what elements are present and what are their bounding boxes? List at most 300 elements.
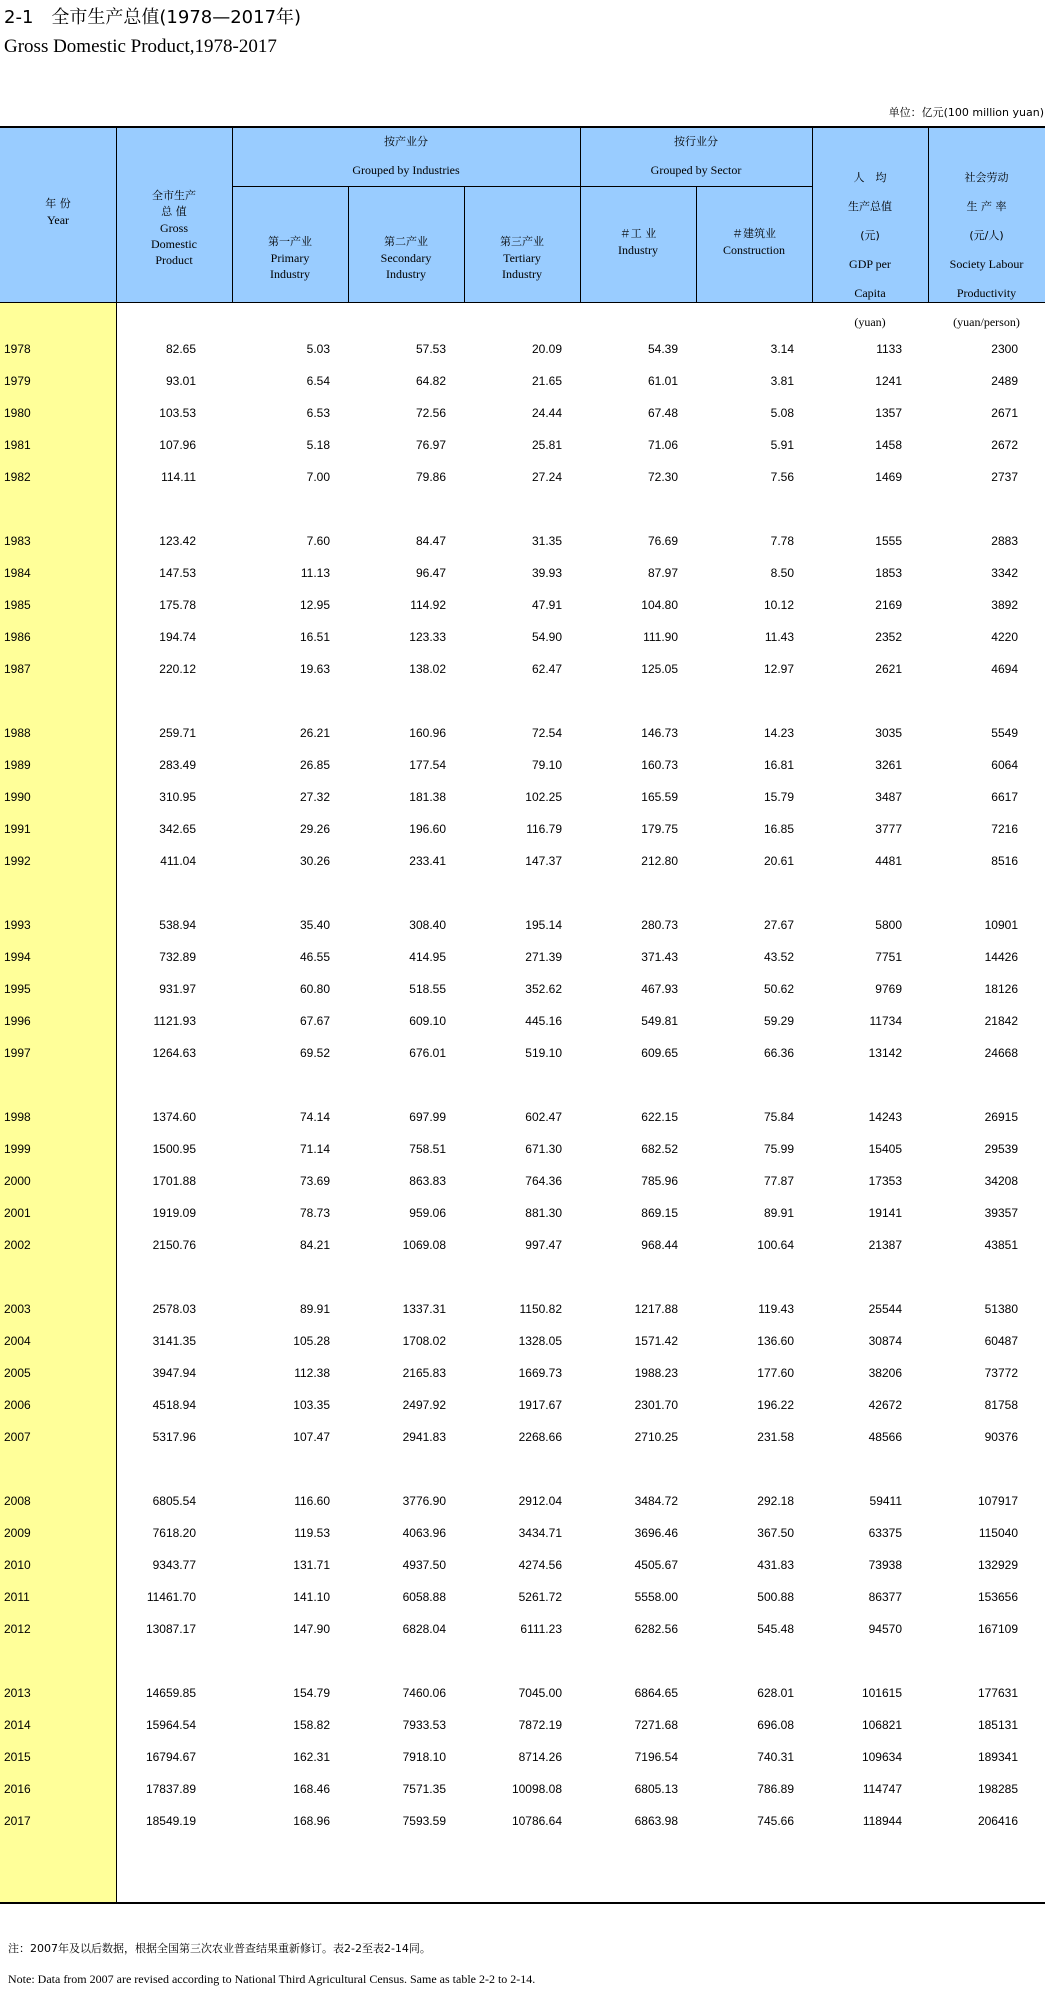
table-row: [0, 566, 1045, 586]
value-cell: 6111.23: [520, 1622, 562, 1636]
value-cell: 24.44: [531, 406, 562, 420]
value-cell: 147.37: [525, 854, 562, 868]
unit-label: 单位：亿元(100 million yuan): [888, 106, 1044, 119]
value-cell: 8714.26: [518, 1750, 562, 1764]
value-cell: 16794.67: [145, 1750, 196, 1764]
value-cell: 1669.73: [518, 1366, 562, 1380]
value-cell: 2737: [991, 470, 1018, 484]
value-cell: 63375: [868, 1526, 902, 1540]
value-cell: 38206: [868, 1366, 902, 1380]
table-row: [0, 1430, 1045, 1450]
value-cell: 2497.92: [402, 1398, 446, 1412]
value-cell: 147.90: [293, 1622, 330, 1636]
value-cell: 181.38: [409, 790, 446, 804]
value-cell: 622.15: [641, 1110, 678, 1124]
value-cell: 46.55: [299, 950, 330, 964]
value-cell: 764.36: [525, 1174, 562, 1188]
year-cell: 2001: [4, 1206, 31, 1220]
value-cell: 114747: [862, 1782, 902, 1796]
value-cell: 160.73: [641, 758, 678, 772]
value-cell: 7.56: [770, 470, 794, 484]
value-cell: 107.96: [159, 438, 196, 452]
value-cell: 141.10: [293, 1590, 330, 1604]
year-cell: 2003: [4, 1302, 31, 1316]
value-cell: 3892: [991, 598, 1018, 612]
year-cell: 1993: [4, 918, 31, 932]
table-row: [0, 374, 1045, 394]
year-cell: 1997: [4, 1046, 31, 1060]
value-cell: 1069.08: [402, 1238, 446, 1252]
year-cell: 2000: [4, 1174, 31, 1188]
value-cell: 7872.19: [518, 1718, 562, 1732]
value-cell: 467.93: [641, 982, 678, 996]
year-cell: 2014: [4, 1718, 31, 1732]
header-industry: ＃工 业 Industry: [618, 227, 658, 257]
value-cell: 90376: [984, 1430, 1018, 1444]
value-cell: 103.53: [159, 406, 196, 420]
value-cell: 168.46: [293, 1782, 330, 1796]
value-cell: 609.65: [641, 1046, 678, 1060]
value-cell: 1500.95: [152, 1142, 196, 1156]
value-cell: 545.48: [757, 1622, 794, 1636]
value-cell: 1988.23: [634, 1366, 678, 1380]
value-cell: 29.26: [299, 822, 330, 836]
value-cell: 2621: [875, 662, 902, 676]
value-cell: 6.54: [306, 374, 330, 388]
value-cell: 115040: [978, 1526, 1018, 1540]
value-cell: 2300: [991, 342, 1018, 356]
value-cell: 10901: [984, 918, 1018, 932]
table-row: [0, 1174, 1045, 1194]
table-row: [0, 1590, 1045, 1610]
value-cell: 7216: [991, 822, 1018, 836]
value-cell: 3696.46: [634, 1526, 678, 1540]
table-row: [0, 630, 1045, 650]
value-cell: 758.51: [409, 1142, 446, 1156]
header-tertiary: 第三产业 Tertiary Industry: [500, 235, 544, 281]
value-cell: 1919.09: [152, 1206, 196, 1220]
value-cell: 168.96: [293, 1814, 330, 1828]
value-cell: 7593.59: [402, 1814, 446, 1828]
footnote-en: Note: Data from 2007 are revised according to National Third Agricultural Census. Same as table 2-2 to 2-14.: [8, 1972, 536, 1986]
footnote-cn: 注：2007年及以后数据，根据全国第三次农业普查结果重新修订。表2-2至表2-14同。: [8, 1942, 431, 1955]
value-cell: 165.59: [641, 790, 678, 804]
value-cell: 538.94: [159, 918, 196, 932]
value-cell: 100.64: [757, 1238, 794, 1252]
table-row: [0, 1046, 1045, 1066]
value-cell: 1853: [875, 566, 902, 580]
value-cell: 414.95: [409, 950, 446, 964]
table-row: [0, 1494, 1045, 1514]
value-cell: 3484.72: [634, 1494, 678, 1508]
value-cell: 671.30: [525, 1142, 562, 1156]
value-cell: 179.75: [641, 822, 678, 836]
value-cell: 959.06: [409, 1206, 446, 1220]
value-cell: 6828.04: [402, 1622, 446, 1636]
value-cell: 15405: [868, 1142, 902, 1156]
value-cell: 2165.83: [402, 1366, 446, 1380]
value-cell: 123.33: [409, 630, 446, 644]
value-cell: 869.15: [641, 1206, 678, 1220]
value-cell: 11734: [869, 1014, 902, 1028]
value-cell: 500.88: [757, 1590, 794, 1604]
value-cell: 283.49: [159, 758, 196, 772]
value-cell: 79.86: [415, 470, 446, 484]
value-cell: 26915: [984, 1110, 1018, 1124]
value-cell: 93.01: [165, 374, 196, 388]
value-cell: 3487: [875, 790, 902, 804]
value-cell: 352.62: [525, 982, 562, 996]
value-cell: 11.13: [300, 566, 330, 580]
value-cell: 740.31: [757, 1750, 794, 1764]
value-cell: 43.52: [763, 950, 794, 964]
table-row: [0, 1782, 1045, 1802]
value-cell: 7.78: [770, 534, 794, 548]
value-cell: 27.24: [531, 470, 562, 484]
value-cell: 1121.93: [153, 1014, 196, 1028]
value-cell: 7918.10: [402, 1750, 446, 1764]
value-cell: 2883: [991, 534, 1018, 548]
value-cell: 21.65: [531, 374, 562, 388]
year-cell: 1996: [4, 1014, 31, 1028]
page-title-cn: 2-1 全市生产总值(1978—2017年): [4, 7, 302, 28]
table-row: [0, 470, 1045, 490]
value-cell: 8516: [991, 854, 1018, 868]
table-row: [0, 1142, 1045, 1162]
year-cell: 1978: [4, 342, 31, 356]
value-cell: 7196.54: [634, 1750, 678, 1764]
value-cell: 12.95: [299, 598, 330, 612]
value-cell: 231.58: [757, 1430, 794, 1444]
value-cell: 73938: [868, 1558, 902, 1572]
value-cell: 696.08: [757, 1718, 794, 1732]
header-year: 年 份 Year: [45, 197, 71, 227]
value-cell: 154.79: [293, 1686, 330, 1700]
year-cell: 1986: [4, 630, 31, 644]
value-cell: 39357: [984, 1206, 1018, 1220]
value-cell: 1357: [875, 406, 902, 420]
year-cell: 2012: [4, 1622, 31, 1636]
year-cell: 1979: [4, 374, 31, 388]
value-cell: 15964.54: [145, 1718, 196, 1732]
table-bottom-rule: [0, 1902, 1045, 1904]
value-cell: 195.14: [525, 918, 562, 932]
year-cell: 2013: [4, 1686, 31, 1700]
value-cell: 89.91: [299, 1302, 330, 1316]
value-cell: 47.91: [531, 598, 562, 612]
table-row: [0, 438, 1045, 458]
value-cell: 86377: [868, 1590, 902, 1604]
value-cell: 12.97: [763, 662, 794, 676]
value-cell: 62.47: [531, 662, 562, 676]
value-cell: 116.60: [294, 1494, 330, 1508]
value-cell: 103.35: [293, 1398, 330, 1412]
year-cell: 1984: [4, 566, 31, 580]
table-row: [0, 406, 1045, 426]
table-row: [0, 918, 1045, 938]
value-cell: 43851: [984, 1238, 1018, 1252]
header-gdp: 全市生产 总 值 Gross Domestic Product: [151, 189, 197, 267]
value-cell: 697.99: [409, 1110, 446, 1124]
value-cell: 185131: [977, 1718, 1018, 1732]
year-cell: 2010: [4, 1558, 31, 1572]
value-cell: 5.03: [306, 342, 330, 356]
value-cell: 3.14: [770, 342, 794, 356]
value-cell: 66.36: [763, 1046, 794, 1060]
value-cell: 2578.03: [152, 1302, 196, 1316]
value-cell: 1328.05: [518, 1334, 562, 1348]
value-cell: 104.80: [641, 598, 678, 612]
table-row: [0, 598, 1045, 618]
value-cell: 109634: [861, 1750, 902, 1764]
value-cell: 1337.31: [402, 1302, 446, 1316]
year-cell: 1983: [4, 534, 31, 548]
value-cell: 119.43: [758, 1302, 794, 1316]
value-cell: 136.60: [757, 1334, 794, 1348]
table-row: [0, 1558, 1045, 1578]
value-cell: 72.30: [647, 470, 678, 484]
value-cell: 3141.35: [152, 1334, 196, 1348]
year-cell: 2011: [4, 1590, 30, 1604]
value-cell: 6864.65: [634, 1686, 678, 1700]
value-cell: 609.10: [409, 1014, 446, 1028]
table-row: [0, 1622, 1045, 1642]
value-cell: 549.81: [641, 1014, 678, 1028]
value-cell: 26.85: [299, 758, 330, 772]
table-row: [0, 726, 1045, 746]
value-cell: 77.87: [763, 1174, 794, 1188]
value-cell: 863.83: [409, 1174, 446, 1188]
value-cell: 125.05: [641, 662, 678, 676]
value-cell: 292.18: [757, 1494, 794, 1508]
value-cell: 59.29: [763, 1014, 794, 1028]
value-cell: 7.60: [306, 534, 330, 548]
value-cell: 682.52: [641, 1142, 678, 1156]
value-cell: 119.53: [294, 1526, 330, 1540]
year-cell: 1989: [4, 758, 31, 772]
value-cell: 1917.67: [518, 1398, 562, 1412]
value-cell: 76.69: [647, 534, 678, 548]
value-cell: 1571.42: [634, 1334, 678, 1348]
value-cell: 167109: [977, 1622, 1018, 1636]
value-cell: 132929: [977, 1558, 1018, 1572]
value-cell: 84.21: [299, 1238, 330, 1252]
value-cell: 24668: [984, 1046, 1018, 1060]
value-cell: 51380: [984, 1302, 1018, 1316]
value-cell: 111.90: [643, 630, 678, 644]
value-cell: 153656: [977, 1590, 1018, 1604]
value-cell: 25544: [868, 1302, 902, 1316]
value-cell: 5549: [991, 726, 1018, 740]
value-cell: 1217.88: [634, 1302, 678, 1316]
value-cell: 10098.08: [511, 1782, 562, 1796]
value-cell: 3342: [991, 566, 1018, 580]
value-cell: 196.60: [409, 822, 446, 836]
year-cell: 1982: [4, 470, 31, 484]
value-cell: 177.54: [409, 758, 446, 772]
table-row: [0, 1238, 1045, 1258]
value-cell: 445.16: [525, 1014, 562, 1028]
table-row: [0, 1526, 1045, 1546]
value-cell: 106821: [861, 1718, 902, 1732]
value-cell: 3434.71: [518, 1526, 562, 1540]
value-cell: 54.39: [647, 342, 678, 356]
header-by-sector: 按行业分 Grouped by Sector: [650, 135, 742, 177]
value-cell: 7460.06: [402, 1686, 446, 1700]
value-cell: 11.43: [764, 630, 794, 644]
value-cell: 8.50: [770, 566, 794, 580]
value-cell: 6805.54: [152, 1494, 196, 1508]
value-cell: 7.00: [306, 470, 330, 484]
year-cell: 2016: [4, 1782, 31, 1796]
value-cell: 371.43: [641, 950, 678, 964]
value-cell: 73772: [984, 1366, 1018, 1380]
table-row: [0, 342, 1045, 362]
value-cell: 5.91: [770, 438, 794, 452]
value-cell: 131.71: [293, 1558, 330, 1572]
value-cell: 233.41: [409, 854, 446, 868]
value-cell: 114.92: [410, 598, 446, 612]
year-cell: 1985: [4, 598, 31, 612]
year-cell: 1980: [4, 406, 31, 420]
value-cell: 39.93: [531, 566, 562, 580]
year-cell: 1994: [4, 950, 31, 964]
value-cell: 54.90: [531, 630, 562, 644]
value-cell: 69.52: [299, 1046, 330, 1060]
table-row: [0, 1366, 1045, 1386]
header-primary: 第一产业 Primary Industry: [268, 235, 312, 281]
value-cell: 5800: [875, 918, 902, 932]
value-cell: 518.55: [409, 982, 446, 996]
value-cell: 3777: [875, 822, 902, 836]
table-row: [0, 1686, 1045, 1706]
value-cell: 1264.63: [152, 1046, 196, 1060]
value-cell: 2268.66: [518, 1430, 562, 1444]
year-cell: 1995: [4, 982, 31, 996]
value-cell: 118944: [862, 1814, 902, 1828]
value-cell: 220.12: [159, 662, 196, 676]
year-cell: 1981: [4, 438, 31, 452]
value-cell: 602.47: [525, 1110, 562, 1124]
value-cell: 1469: [875, 470, 902, 484]
value-cell: 198285: [977, 1782, 1018, 1796]
value-cell: 14.23: [763, 726, 794, 740]
value-cell: 30874: [868, 1334, 902, 1348]
value-cell: 1241: [875, 374, 902, 388]
year-cell: 1992: [4, 854, 31, 868]
value-cell: 1133: [876, 342, 902, 356]
value-cell: 87.97: [647, 566, 678, 580]
value-cell: 2710.25: [634, 1430, 678, 1444]
value-cell: 4518.94: [152, 1398, 196, 1412]
value-cell: 75.84: [763, 1110, 794, 1124]
value-cell: 19.63: [299, 662, 330, 676]
value-cell: 9343.77: [152, 1558, 196, 1572]
value-cell: 16.81: [763, 758, 794, 772]
value-cell: 175.78: [159, 598, 196, 612]
value-cell: 105.28: [293, 1334, 330, 1348]
year-cell: 2002: [4, 1238, 31, 1252]
value-cell: 2941.83: [402, 1430, 446, 1444]
value-cell: 7618.20: [152, 1526, 196, 1540]
value-cell: 881.30: [525, 1206, 562, 1220]
value-cell: 4937.50: [402, 1558, 446, 1572]
table-row: [0, 1398, 1045, 1418]
value-cell: 6805.13: [634, 1782, 678, 1796]
value-cell: 271.39: [525, 950, 562, 964]
value-cell: 138.02: [409, 662, 446, 676]
value-cell: 160.96: [409, 726, 446, 740]
value-cell: 7571.35: [402, 1782, 446, 1796]
value-cell: 20.09: [531, 342, 562, 356]
value-cell: 3035: [875, 726, 902, 740]
value-cell: 785.96: [641, 1174, 678, 1188]
value-cell: 13142: [868, 1046, 902, 1060]
year-cell: 1998: [4, 1110, 31, 1124]
value-cell: 6058.88: [402, 1590, 446, 1604]
value-cell: 101615: [861, 1686, 902, 1700]
table-row: [0, 1302, 1045, 1322]
value-cell: 732.89: [159, 950, 196, 964]
value-cell: 84.47: [415, 534, 446, 548]
value-cell: 6.53: [306, 406, 330, 420]
value-cell: 16.51: [299, 630, 330, 644]
year-cell: 2017: [4, 1814, 31, 1828]
table-row: [0, 758, 1045, 778]
value-cell: 259.71: [159, 726, 196, 740]
value-cell: 2169: [875, 598, 902, 612]
value-cell: 114.11: [161, 470, 196, 484]
value-cell: 19141: [868, 1206, 902, 1220]
value-cell: 21842: [984, 1014, 1018, 1028]
value-cell: 1458: [875, 438, 902, 452]
value-cell: 123.42: [159, 534, 196, 548]
value-cell: 10786.64: [511, 1814, 562, 1828]
value-cell: 1374.60: [152, 1110, 196, 1124]
year-cell: 2009: [4, 1526, 31, 1540]
value-cell: 18549.19: [145, 1814, 196, 1828]
value-cell: 367.50: [757, 1526, 794, 1540]
value-cell: 1701.88: [152, 1174, 196, 1188]
value-cell: 81758: [984, 1398, 1018, 1412]
value-cell: 2912.04: [518, 1494, 562, 1508]
value-cell: 10.12: [763, 598, 794, 612]
header-subdivider: [232, 186, 812, 187]
value-cell: 30.26: [299, 854, 330, 868]
value-cell: 27.32: [299, 790, 330, 804]
value-cell: 3947.94: [152, 1366, 196, 1380]
value-cell: 6282.56: [634, 1622, 678, 1636]
value-cell: 21387: [868, 1238, 902, 1252]
value-cell: 7751: [875, 950, 902, 964]
value-cell: 5.08: [770, 406, 794, 420]
value-cell: 206416: [977, 1814, 1018, 1828]
value-cell: 60.80: [299, 982, 330, 996]
value-cell: 6617: [991, 790, 1018, 804]
value-cell: 89.91: [763, 1206, 794, 1220]
value-cell: 6064: [991, 758, 1018, 772]
value-cell: 5558.00: [634, 1590, 678, 1604]
year-cell: 1987: [4, 662, 31, 676]
year-cell: 2007: [4, 1430, 31, 1444]
year-cell: 2005: [4, 1366, 31, 1380]
value-cell: 50.62: [763, 982, 794, 996]
table-row: [0, 822, 1045, 842]
value-cell: 42672: [868, 1398, 902, 1412]
value-cell: 73.69: [299, 1174, 330, 1188]
header-secondary: 第二产业 Secondary Industry: [380, 235, 432, 281]
value-cell: 57.53: [415, 342, 446, 356]
